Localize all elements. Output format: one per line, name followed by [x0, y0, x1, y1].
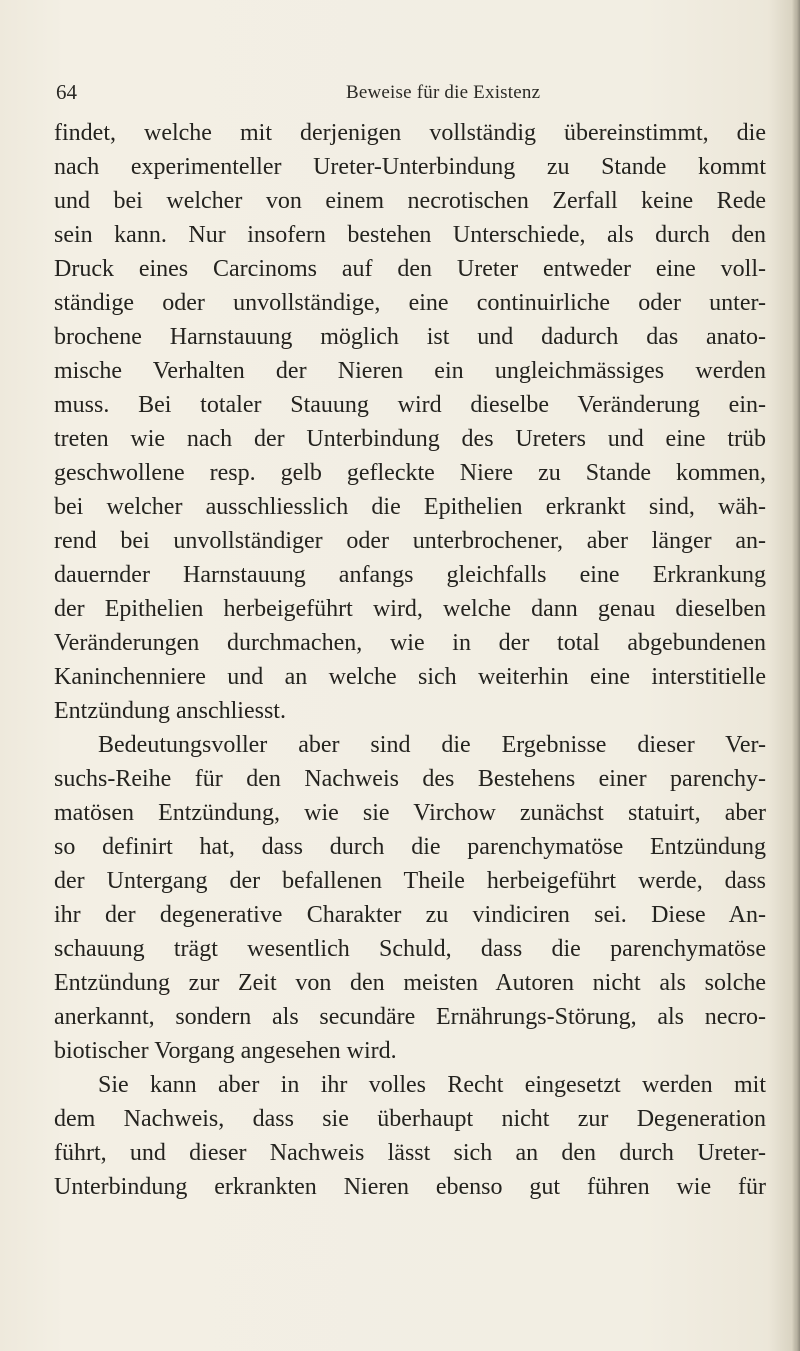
text-line: findet, welche mit derjenigen vollständig übereinstimmt, die [54, 120, 766, 146]
text-line: sein kann. Nur insofern bestehen Unterschiede, als durch den [54, 222, 766, 248]
text-line: dauernder Harnstauung anfangs gleichfalls eine Erkrankung [54, 562, 766, 588]
page-header [56, 80, 756, 110]
text-line: führt, und dieser Nachweis lässt sich an den durch Ureter- [54, 1140, 766, 1166]
page-number: 64 [56, 80, 77, 104]
running-title: Beweise für die Existenz [346, 82, 541, 103]
text-line: Unterbindung erkrankten Nieren ebenso gut führen wie für [54, 1174, 766, 1200]
text-line: der Untergang der befallenen Theile herbeigeführt werde, dass [54, 868, 766, 894]
text-line: anerkannt, sondern als secundäre Ernährungs-Störung, als necro- [54, 1004, 766, 1030]
text-line: Entzündung zur Zeit von den meisten Autoren nicht als solche [54, 970, 766, 996]
text-line: ständige oder unvollständige, eine continuirliche oder unter- [54, 290, 766, 316]
text-line: mische Verhalten der Nieren ein ungleichmässiges werden [54, 358, 766, 384]
text-line: treten wie nach der Unterbindung des Ureters und eine trüb [54, 426, 766, 452]
text-line: Druck eines Carcinoms auf den Ureter entweder eine voll- [54, 256, 766, 282]
text-line: ihr der degenerative Charakter zu vindiciren sei. Diese An- [54, 902, 766, 928]
text-line: dem Nachweis, dass sie überhaupt nicht zur Degeneration [54, 1106, 766, 1132]
text-line: Entzündung anschliesst. [54, 698, 286, 724]
text-line: so definirt hat, dass durch die parenchymatöse Entzündung [54, 834, 766, 860]
text-line: der Epithelien herbeigeführt wird, welche dann genau dieselben [54, 596, 766, 622]
text-line: und bei welcher von einem necrotischen Zerfall keine Rede [54, 188, 766, 214]
text-line: rend bei unvollständiger oder unterbrochener, aber länger an- [54, 528, 766, 554]
page-edge-shadow [792, 0, 800, 1351]
text-line: bei welcher ausschliesslich die Epithelien erkrankt sind, wäh- [54, 494, 766, 520]
body-text [54, 116, 766, 1204]
text-line: geschwollene resp. gelb gefleckte Niere zu Stande kommen, [54, 460, 766, 486]
text-line: suchs-Reihe für den Nachweis des Bestehens einer parenchy- [54, 766, 766, 792]
text-line: schauung trägt wesentlich Schuld, dass die parenchymatöse [54, 936, 766, 962]
text-line: matösen Entzündung, wie sie Virchow zunächst statuirt, aber [54, 800, 766, 826]
text-line: muss. Bei totaler Stauung wird dieselbe Veränderung ein- [54, 392, 766, 418]
text-line: Sie kann aber in ihr volles Recht eingesetzt werden mit [98, 1072, 766, 1098]
text-line: biotischer Vorgang angesehen wird. [54, 1038, 397, 1064]
text-line: Veränderungen durchmachen, wie in der total abgebundenen [54, 630, 766, 656]
text-line: nach experimenteller Ureter-Unterbindung zu Stande kommt [54, 154, 766, 180]
text-line: Bedeutungsvoller aber sind die Ergebnisse dieser Ver- [98, 732, 766, 758]
text-line: Kaninchenniere und an welche sich weiterhin eine interstitielle [54, 664, 766, 690]
text-line: brochene Harnstauung möglich ist und dadurch das anato- [54, 324, 766, 350]
